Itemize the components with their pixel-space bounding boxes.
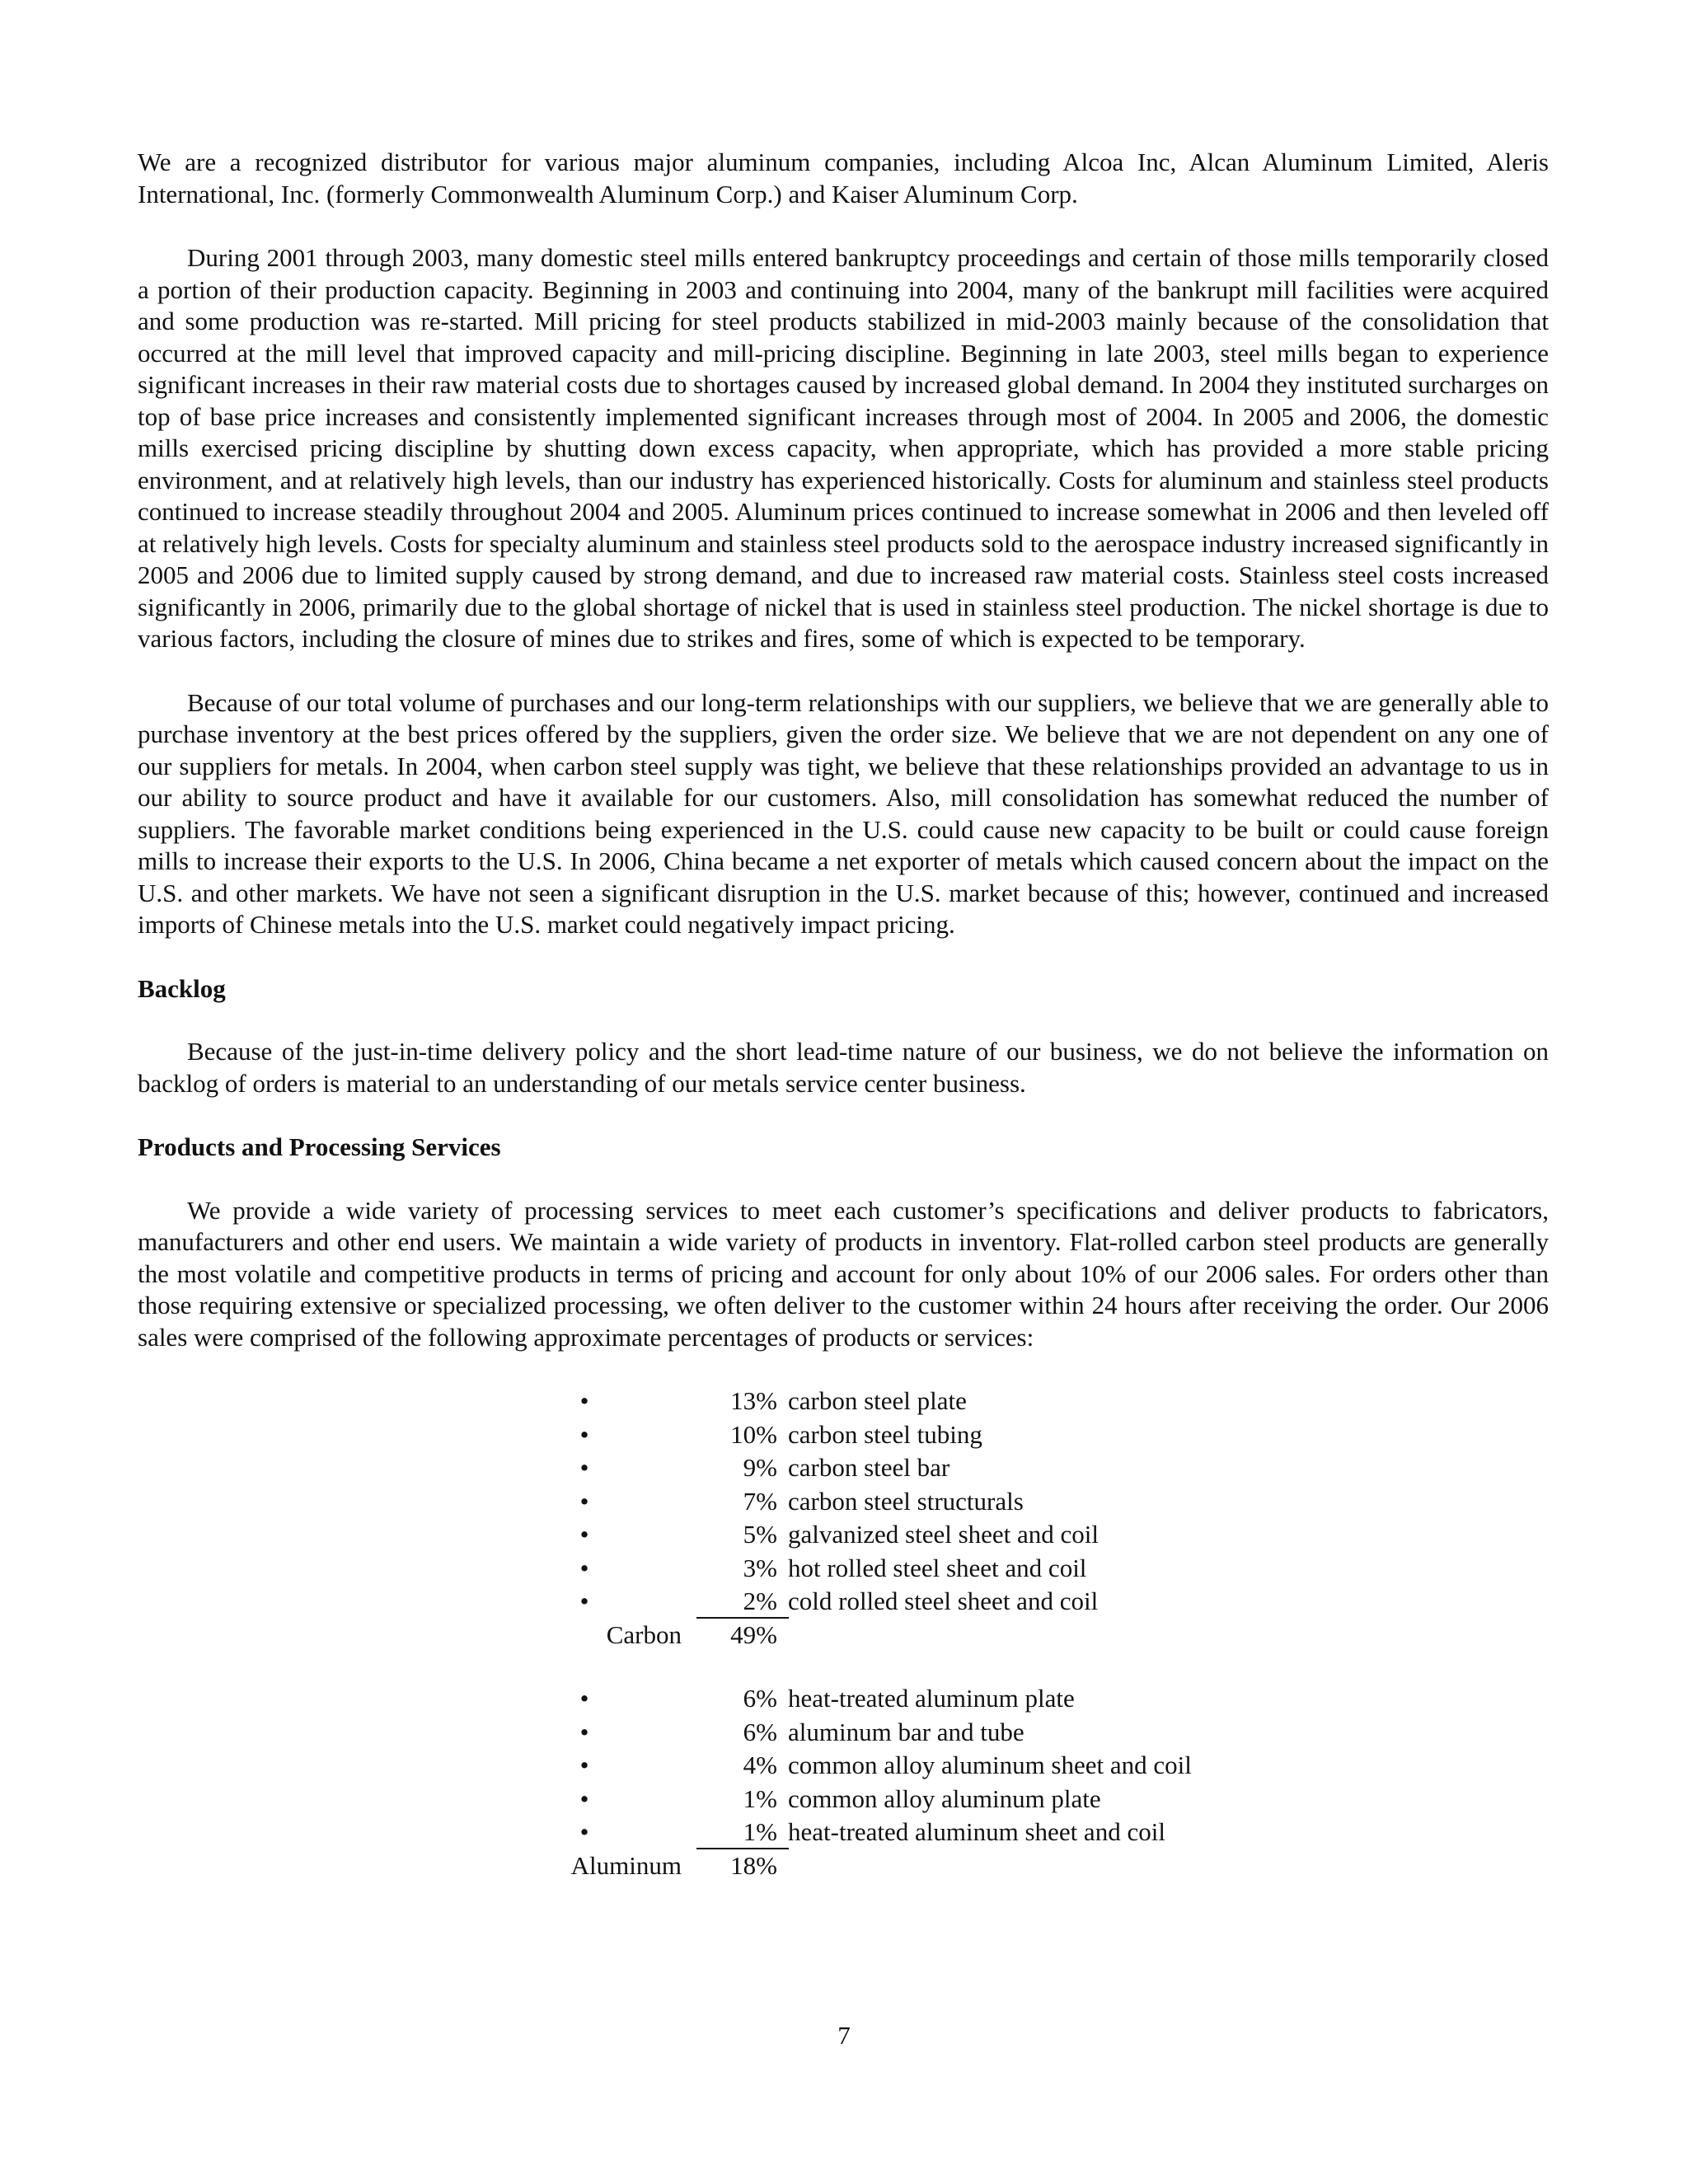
bullet: • [579, 1453, 589, 1482]
heading-products: Products and Processing Services [138, 1132, 501, 1161]
percentage: 7% [743, 1486, 777, 1516]
list-item [138, 1385, 1549, 1419]
product-description: aluminum bar and tube [788, 1717, 1025, 1746]
list-item [138, 1419, 1549, 1453]
carbon-products-list [138, 1385, 1549, 1652]
page-number: 7 [837, 2021, 851, 2050]
bullet: • [579, 1553, 589, 1582]
bullet: • [579, 1684, 589, 1713]
aluminum-total-row [138, 1850, 1549, 1884]
paragraph-purchases: Because of our total volume of purchases and our long-term relationships with our suppliers, we believe that we are generally able to purchase inventory at the best prices offered by the suppliers, given the order size. We believe that we are not dependent on any one of our suppliers for metals. In 2004, when carbon steel supply was tight, we believe that these relationships provided an advantage to us in our ability to source product and have it available for our customers. Also, mill consolidation has somewhat reduced the number of suppliers. The favorable market conditions being experienced in the U.S. could cause new capacity to be built or could cause foreign mills to increase their exports to the U.S. In 2006, China became a net exporter of metals which caused concern about the impact on the U.S. and other markets. We have not seen a significant disruption in the U.S. market because of this; however, continued and increased imports of Chinese metals into the U.S. market could negatively impact pricing. [138, 687, 1549, 939]
aluminum-total-label: Aluminum [570, 1850, 682, 1880]
paragraph-distributor: We are a recognized distributor for various major aluminum companies, including Alcoa Inc, Alcan Aluminum Limited, Aleris International, Inc. (formerly Commonwealth Aluminum Corp.) and Kaiser Aluminum Corp. [138, 148, 1549, 209]
heading-backlog: Backlog [138, 973, 226, 1003]
document-page [138, 147, 1549, 1883]
product-description: carbon steel structurals [788, 1486, 1024, 1516]
carbon-total-value: 49% [730, 1619, 777, 1649]
paragraph-steel-mills: During 2001 through 2003, many domestic steel mills entered bankruptcy proceedings and certain of those mills temporarily closed a portion of their production capacity. Beginning in 2003 and continuing into 2004, many of the bankrupt mill facilities were acquired and some production was re-started. Mill pricing for steel products stabilized in mid-2003 mainly because of the consolidation that occurred at the mill level that improved capacity and mill-pricing discipline. Beginning in late 2003, steel mills began to experience significant increases in their raw material costs due to shortages caused by increased global demand. In 2004 they instituted surcharges on top of base price increases and consistently implemented significant increases through most of 2004. In 2005 and 2006, the domestic mills exercised pricing discipline by shutting down excess capacity, when appropriate, which has provided a more stable pricing environment, and at relatively high levels, than our industry has experienced historically. Costs for aluminum and stainless steel products continued to increase steadily throughout 2004 and 2005. Aluminum prices continued to increase somewhat in 2006 and then leveled off at relatively high levels. Costs for specialty aluminum and stainless steel products sold to the aerospace industry increased significantly in 2005 and 2006 due to limited supply caused by strong demand, and due to increased raw material costs. Stainless steel costs increased significantly in 2006, primarily due to the global shortage of nickel that is used in stainless steel production. The nickel shortage is due to various factors, including the closure of mines due to strikes and fires, some of which is expected to be temporary. [138, 243, 1549, 653]
list-item [138, 1816, 1549, 1850]
percentage: 5% [743, 1520, 777, 1549]
product-description: common alloy aluminum plate [788, 1783, 1101, 1813]
paragraph-products: We provide a wide variety of processing services to meet each customer’s specifications and deliver products to fabricators, manufacturers and other end users. We maintain a wide variety of products in inventory. Flat-rolled carbon steel products are generally the most volatile and competitive products in terms of pricing and account for only about 10% of our 2006 sales. For orders other than those requiring extensive or specialized processing, we often deliver to the customer within 24 hours after receiving the order. Our 2006 sales were comprised of the following approximate percentages of products or services: [138, 1195, 1549, 1352]
bullet: • [579, 1750, 589, 1779]
percentage: 10% [730, 1419, 777, 1449]
percentage: 3% [743, 1553, 777, 1582]
aluminum-products-list [138, 1683, 1549, 1883]
list-item [138, 1553, 1549, 1586]
product-description: heat-treated aluminum plate [788, 1684, 1075, 1713]
percentage: 1% [743, 1817, 777, 1846]
percentage: 6% [743, 1684, 777, 1713]
bullet: • [579, 1486, 589, 1516]
bullet: • [579, 1586, 589, 1615]
paragraph-backlog: Because of the just-in-time delivery policy and the short lead-time nature of our business, we do not believe the information on backlog of orders is material to an understanding of our metals service center business. [138, 1037, 1549, 1098]
product-description: common alloy aluminum sheet and coil [788, 1750, 1192, 1779]
product-description: cold rolled steel sheet and coil [788, 1586, 1099, 1615]
bullet: • [579, 1386, 589, 1415]
bullet: • [579, 1520, 589, 1549]
list-item [138, 1586, 1549, 1619]
list-item [138, 1717, 1549, 1750]
product-description: carbon steel plate [788, 1386, 967, 1415]
product-description: hot rolled steel sheet and coil [788, 1553, 1087, 1582]
product-description: carbon steel tubing [788, 1419, 982, 1449]
aluminum-total-value: 18% [730, 1850, 777, 1880]
bullet: • [579, 1419, 589, 1449]
bullet: • [579, 1783, 589, 1813]
percentage: 1% [743, 1783, 777, 1813]
list-item [138, 1683, 1549, 1717]
list-item [138, 1486, 1549, 1520]
product-description: heat-treated aluminum sheet and coil [788, 1817, 1165, 1846]
list-item [138, 1783, 1549, 1817]
bullet: • [579, 1717, 589, 1746]
bullet: • [579, 1817, 589, 1846]
percentage: 9% [743, 1453, 777, 1482]
product-description: galvanized steel sheet and coil [788, 1520, 1100, 1549]
product-description: carbon steel bar [788, 1453, 950, 1482]
carbon-total-row [138, 1619, 1549, 1653]
percentage: 4% [743, 1750, 777, 1779]
list-item [138, 1750, 1549, 1783]
list-item [138, 1519, 1549, 1553]
percentage: 2% [743, 1586, 777, 1615]
percentage: 6% [743, 1717, 777, 1746]
list-item [138, 1452, 1549, 1486]
carbon-total-label: Carbon [606, 1619, 682, 1649]
percentage: 13% [730, 1386, 777, 1415]
